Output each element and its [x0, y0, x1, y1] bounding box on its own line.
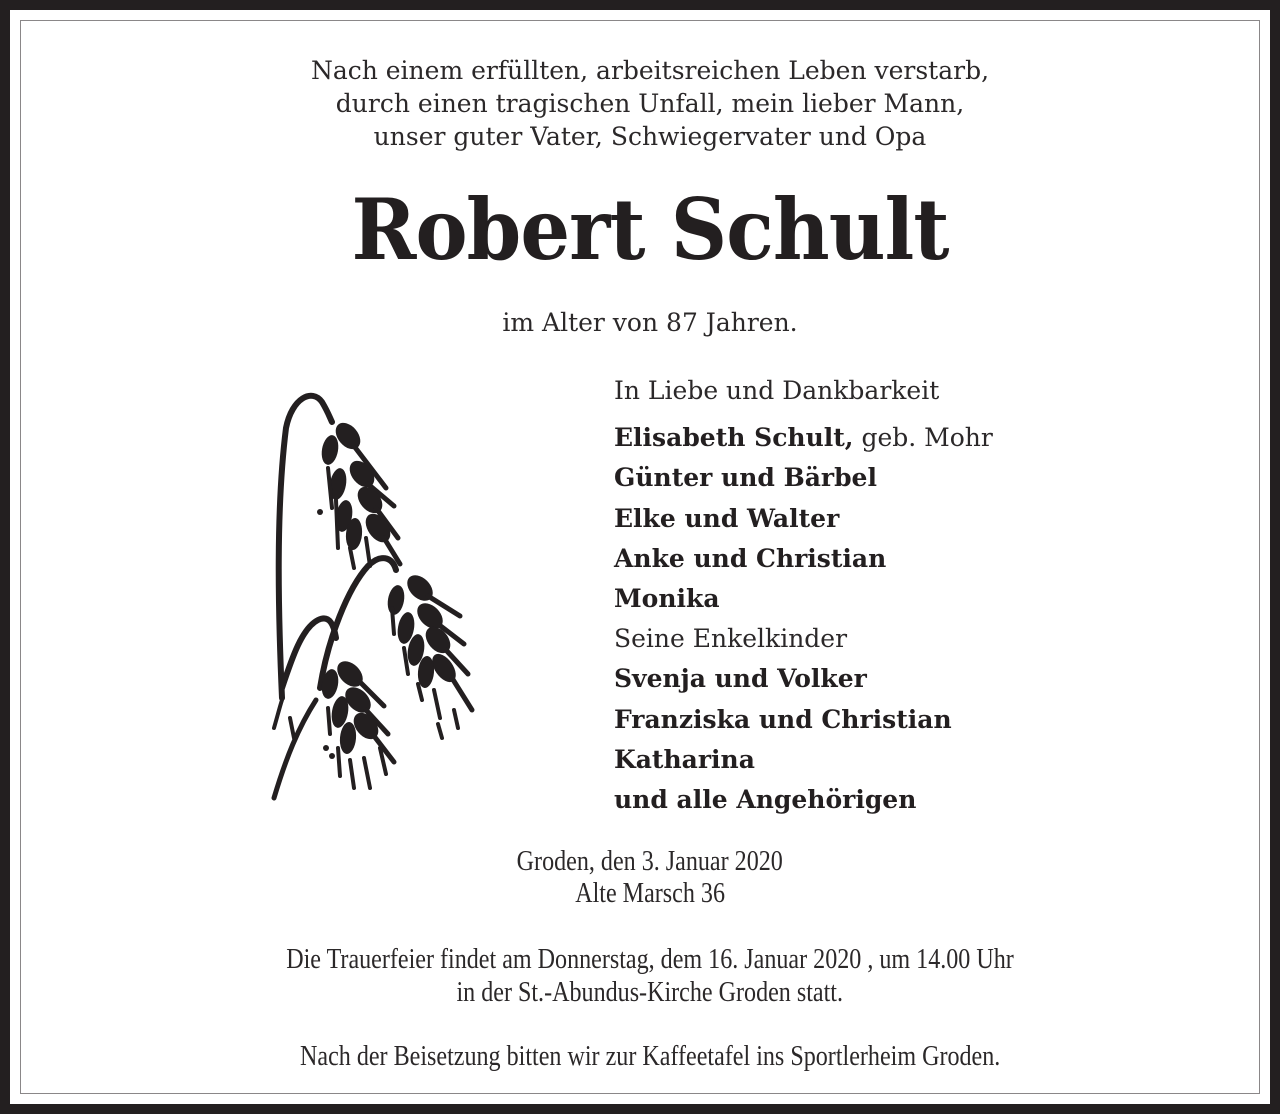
mourner-grandchild: Svenja und Volker — [614, 664, 867, 694]
mourner-child: Elke und Walter — [614, 503, 840, 533]
service-line: in der St.-Abundus-Kirche Groden statt. — [456, 977, 844, 1008]
spouse-name: Elisabeth Schult, — [614, 423, 854, 453]
service-line: Die Trauerfeier findet am Donnerstag, dem 16. Januar 2020 , um 14.00 Uhr — [286, 944, 1014, 975]
age-line: im Alter von 87 Jahren. — [502, 308, 798, 337]
intro-line: unser guter Vater, Schwiegervater und Opa — [373, 122, 927, 151]
intro-text — [10, 54, 1280, 153]
place-date: Groden, den 3. Januar 2020 — [516, 846, 784, 877]
place-and-address — [10, 846, 1280, 910]
reception-line: Nach der Beisetzung bitten wir zur Kaffeetafel ins Sportlerheim Groden. — [299, 1041, 1001, 1072]
intro-line: Nach einem erfüllten, arbeitsreichen Leben verstarb, — [310, 56, 990, 85]
mourner-child: Monika — [614, 584, 720, 614]
funeral-service-info — [10, 943, 1280, 1009]
mourners-closing: und alle Angehörigen — [614, 785, 917, 815]
mourner-child: Anke und Christian — [614, 543, 887, 573]
intro-line: durch einen tragischen Unfall, mein lieber Mann, — [335, 89, 965, 118]
reception-info — [10, 1040, 1280, 1074]
spouse-maiden-name: geb. Mohr — [853, 423, 993, 453]
mourner-grandchild: Katharina — [614, 744, 755, 774]
mourner-spouse — [614, 418, 1114, 458]
grandchildren-heading: Seine Enkelkinder — [614, 624, 848, 654]
mourners-list — [614, 371, 1114, 820]
deceased-name: Robert Schult — [351, 180, 949, 279]
mourner-grandchild: Franziska und Christian — [614, 704, 952, 734]
wheat-ears-icon — [268, 388, 478, 808]
mourner-child: Günter und Bärbel — [614, 463, 877, 493]
mourners-heading: In Liebe und Dankbarkeit — [614, 376, 940, 405]
address: Alte Marsch 36 — [575, 878, 725, 909]
